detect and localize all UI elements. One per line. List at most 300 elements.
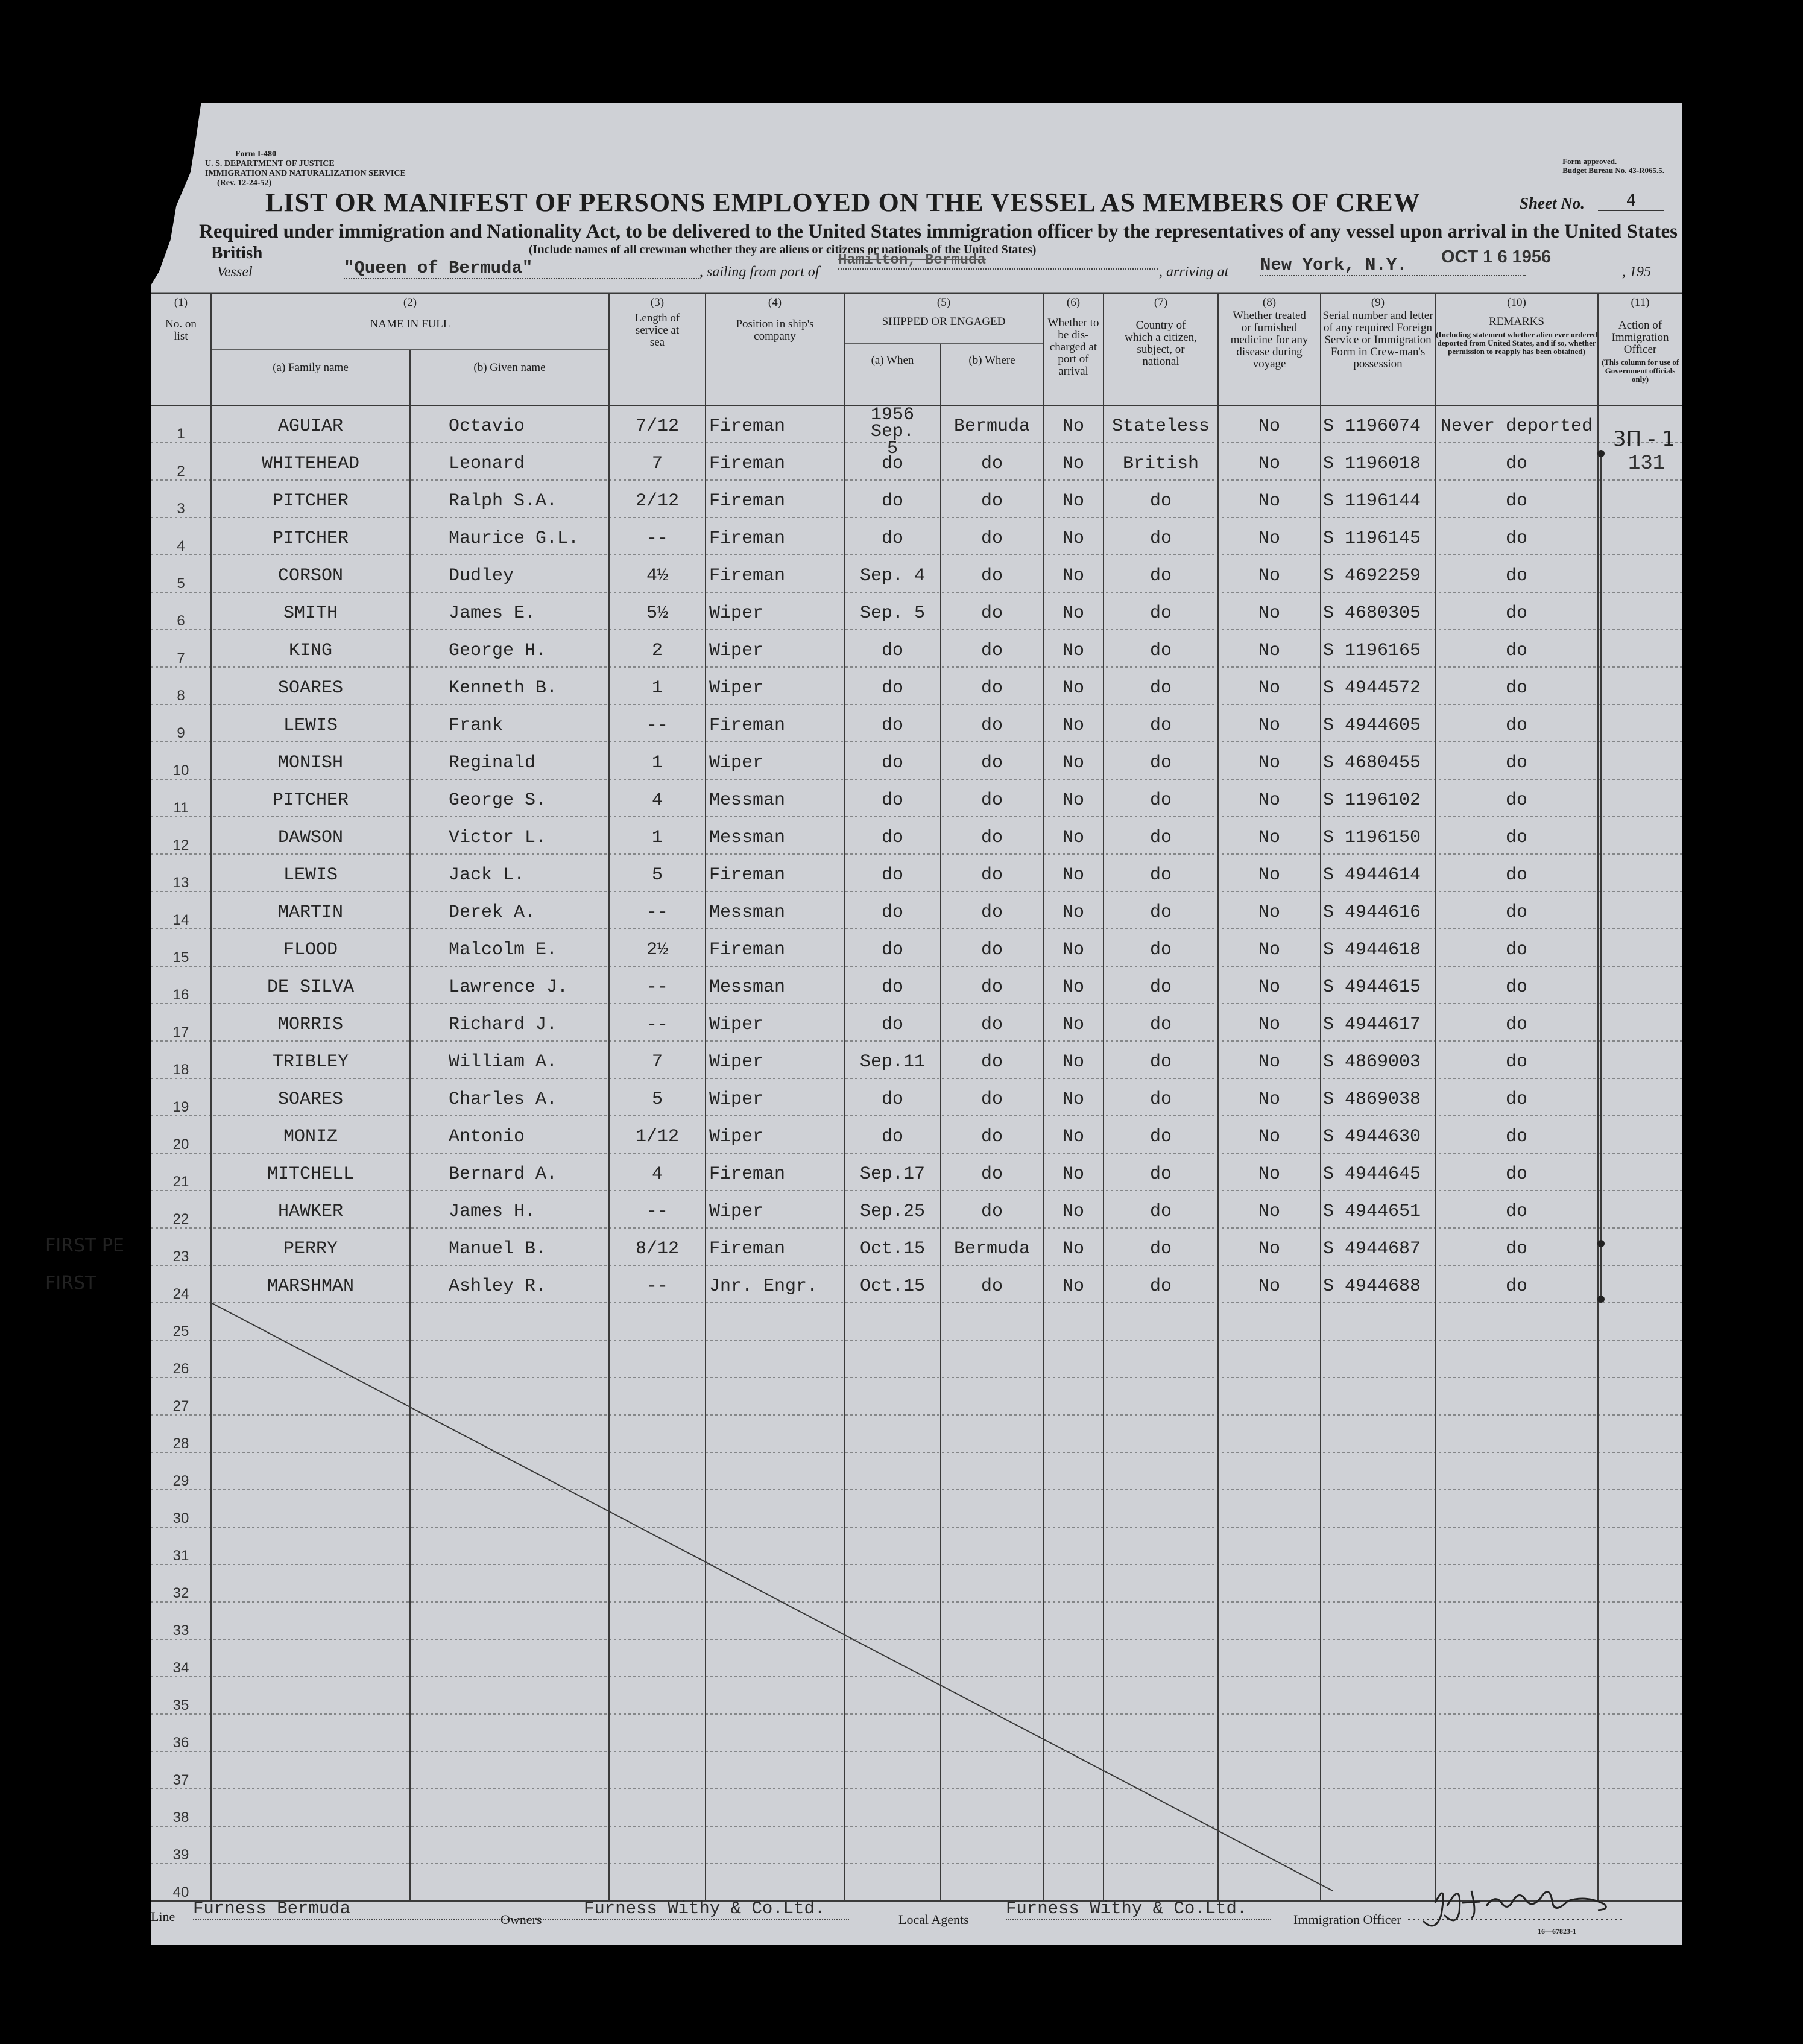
cell-service: 1 xyxy=(651,753,663,773)
cell-family: AGUIAR xyxy=(277,416,344,437)
cell-given: James E. xyxy=(449,603,536,624)
cell-discharged: No xyxy=(1062,827,1084,848)
row-number: 27 xyxy=(172,1398,189,1414)
cell-discharged: No xyxy=(1062,566,1084,586)
cell-medicine: No xyxy=(1258,865,1280,885)
cell-where: do xyxy=(980,715,1003,736)
cell-service: 7 xyxy=(651,454,663,474)
cell-serial: S 4944605 xyxy=(1323,715,1421,736)
cell-serial: S 4944688 xyxy=(1323,1276,1421,1297)
vessel-name: "Queen of Bermuda" xyxy=(344,258,699,279)
cell-family: KING xyxy=(288,641,332,661)
row-number: 21 xyxy=(172,1174,189,1190)
cell-where: do xyxy=(980,977,1003,998)
cell-where: do xyxy=(980,491,1003,511)
cell-where: do xyxy=(980,827,1003,848)
column-5b-header: (b) Where xyxy=(968,354,1015,367)
cell-serial: S 4944572 xyxy=(1323,678,1421,698)
cell-service: 4 xyxy=(651,790,663,811)
row-number: 38 xyxy=(172,1809,189,1826)
cell-remarks: do xyxy=(1505,1276,1527,1297)
cell-remarks: do xyxy=(1505,940,1527,960)
cell-position: Messman xyxy=(709,790,786,811)
cell-medicine: No xyxy=(1258,603,1280,624)
cell-medicine: No xyxy=(1258,827,1280,848)
arriving-label: , arriving at xyxy=(1159,264,1229,280)
cell-when: do xyxy=(881,1127,903,1147)
sailing-port: Hamilton, Bermuda xyxy=(838,252,1158,270)
cell-family: SOARES xyxy=(277,1089,344,1110)
cell-where: do xyxy=(980,753,1003,773)
column-2b-header: (b) Given name xyxy=(473,361,546,374)
cell-position: Fireman xyxy=(709,715,786,736)
cell-serial: S 4944617 xyxy=(1323,1014,1421,1035)
cell-given: Victor L. xyxy=(449,827,547,848)
row-number: 20 xyxy=(172,1136,189,1153)
cell-service: 2½ xyxy=(646,940,668,960)
form-approved: Form approved. Budget Bureau No. 43-R065.5. xyxy=(1562,157,1664,175)
cell-where: do xyxy=(980,1014,1003,1035)
cell-given: Leonard xyxy=(449,454,525,474)
cell-discharged: No xyxy=(1062,753,1084,773)
cell-when: Sep. 5 xyxy=(859,603,926,624)
cell-serial: S 4944630 xyxy=(1323,1127,1421,1147)
row-number: 17 xyxy=(172,1024,189,1040)
cell-family: PITCHER xyxy=(272,790,349,811)
cell-when: do xyxy=(881,790,903,811)
cell-where: do xyxy=(980,1164,1003,1185)
cell-position: Fireman xyxy=(709,1239,786,1259)
row-number: 1 xyxy=(177,426,185,442)
page-title: LIST OR MANIFEST OF PERSONS EMPLOYED ON THE VESSEL AS MEMBERS OF CREW xyxy=(265,188,1421,217)
cell-serial: S 4692259 xyxy=(1323,566,1421,586)
cell-position: Wiper xyxy=(709,678,764,698)
cell-remarks: do xyxy=(1505,865,1527,885)
row-number: 31 xyxy=(172,1548,189,1564)
cell-when: do xyxy=(881,454,903,474)
cell-discharged: No xyxy=(1062,1127,1084,1147)
row-number: 15 xyxy=(172,949,189,966)
row-number: 5 xyxy=(177,575,185,592)
row-number: 40 xyxy=(172,1884,189,1900)
cell-given: Antonio xyxy=(449,1127,525,1147)
action-first-mark: 3Π - 1 xyxy=(1613,427,1675,451)
row-number: 10 xyxy=(172,762,189,779)
row-number: 11 xyxy=(173,800,189,816)
cell-service: 5½ xyxy=(646,603,668,624)
cell-family: TRIBLEY xyxy=(272,1052,349,1072)
cell-country: Stateless xyxy=(1111,416,1210,437)
cell-discharged: No xyxy=(1062,1052,1084,1072)
column-5a-header: (a) When xyxy=(871,354,914,367)
cell-discharged: No xyxy=(1062,528,1084,549)
cell-medicine: No xyxy=(1258,1164,1280,1185)
cell-country: do xyxy=(1149,977,1172,998)
form-identification: Form I-480 U. S. DEPARTMENT OF JUSTICE IMMIGRATION AND NATURALIZATION SERVICE (Rev. 12-24-52) xyxy=(205,150,406,188)
cell-country: do xyxy=(1149,1014,1172,1035)
cell-country: do xyxy=(1149,1127,1172,1147)
cell-discharged: No xyxy=(1062,902,1084,923)
page-subtitle: Required under immigration and Nationality Act, to be delivered to the United States immigration officer by the representatives of any vessel upon arrival in the United States xyxy=(199,221,1678,242)
cell-discharged: No xyxy=(1062,1276,1084,1297)
cell-serial: S 1196145 xyxy=(1323,528,1421,549)
cell-when: 1956 Sep. 5 xyxy=(870,405,914,459)
cell-country: do xyxy=(1149,827,1172,848)
cell-country: do xyxy=(1149,715,1172,736)
cell-country: British xyxy=(1122,454,1199,474)
row-number: 25 xyxy=(172,1323,189,1340)
bracket-dot xyxy=(1597,450,1605,457)
cell-family: MONISH xyxy=(277,753,344,773)
row-number: 32 xyxy=(172,1585,189,1601)
cell-discharged: No xyxy=(1062,1164,1084,1185)
cell-where: do xyxy=(980,902,1003,923)
cell-country: do xyxy=(1149,790,1172,811)
vessel-nationality: British xyxy=(211,243,263,262)
cell-discharged: No xyxy=(1062,641,1084,661)
cell-family: MARSHMAN xyxy=(267,1276,355,1297)
bracket-dot xyxy=(1597,1240,1605,1247)
column-2a-header: (a) Family name xyxy=(273,361,349,374)
cell-country: do xyxy=(1149,865,1172,885)
row-number: 12 xyxy=(172,837,189,853)
cell-medicine: No xyxy=(1258,566,1280,586)
cell-country: do xyxy=(1149,491,1172,511)
cell-remarks: do xyxy=(1505,1239,1527,1259)
cell-when: do xyxy=(881,1014,903,1035)
cell-discharged: No xyxy=(1062,977,1084,998)
cell-where: do xyxy=(980,603,1003,624)
cell-medicine: No xyxy=(1258,977,1280,998)
cell-medicine: No xyxy=(1258,641,1280,661)
row-number: 30 xyxy=(172,1510,189,1527)
cell-given: James H. xyxy=(449,1201,536,1222)
cell-medicine: No xyxy=(1258,940,1280,960)
cell-position: Fireman xyxy=(709,528,786,549)
cell-country: do xyxy=(1149,1201,1172,1222)
cell-given: Frank xyxy=(449,715,504,736)
cell-medicine: No xyxy=(1258,454,1280,474)
cell-family: CORSON xyxy=(277,566,344,586)
cell-when: do xyxy=(881,715,903,736)
line-value: Furness Bermuda xyxy=(193,1899,597,1920)
cell-where: do xyxy=(980,528,1003,549)
cell-where: do xyxy=(980,940,1003,960)
cell-family: PERRY xyxy=(283,1239,338,1259)
cell-remarks: do xyxy=(1505,977,1527,998)
cell-remarks: do xyxy=(1505,1014,1527,1035)
cell-discharged: No xyxy=(1062,603,1084,624)
row-number: 23 xyxy=(172,1248,189,1265)
cell-when: do xyxy=(881,528,903,549)
unused-rows-strike xyxy=(211,1303,1333,1891)
cell-given: Dudley xyxy=(449,566,514,586)
cell-family: FLOOD xyxy=(283,940,338,960)
row-number: 22 xyxy=(172,1211,189,1227)
cell-country: do xyxy=(1149,603,1172,624)
cell-country: do xyxy=(1149,1089,1172,1110)
cell-service: 5 xyxy=(651,865,663,885)
cell-remarks: do xyxy=(1505,641,1527,661)
cell-remarks: do xyxy=(1505,454,1527,474)
cell-medicine: No xyxy=(1258,1127,1280,1147)
cell-medicine: No xyxy=(1258,1014,1280,1035)
cell-remarks: do xyxy=(1505,566,1527,586)
cell-discharged: No xyxy=(1062,454,1084,474)
row-number: 33 xyxy=(172,1622,189,1639)
cell-discharged: No xyxy=(1062,1089,1084,1110)
cell-position: Wiper xyxy=(709,1201,764,1222)
cell-when: do xyxy=(881,678,903,698)
cell-remarks: do xyxy=(1505,1201,1527,1222)
cell-remarks: do xyxy=(1505,902,1527,923)
cell-medicine: No xyxy=(1258,1052,1280,1072)
cell-service: -- xyxy=(646,977,668,998)
cell-given: Lawrence J. xyxy=(449,977,569,998)
column-4-header: (4) Position in ship's company xyxy=(736,296,814,343)
cell-service: 1 xyxy=(651,827,663,848)
cell-position: Wiper xyxy=(709,1127,764,1147)
cell-position: Fireman xyxy=(709,865,786,885)
owners-label: Owners xyxy=(500,1912,542,1927)
cell-position: Fireman xyxy=(709,491,786,511)
cell-serial: S 4944615 xyxy=(1323,977,1421,998)
cell-family: MONIZ xyxy=(283,1127,338,1147)
cell-country: do xyxy=(1149,678,1172,698)
column-10-header: (10) REMARKS (Including statement whether alien ever ordered deported from United States, and if so, whether permission to reapply has been obtained) xyxy=(1436,296,1597,356)
cell-remarks: do xyxy=(1505,715,1527,736)
arrival-port: New York, N.Y. xyxy=(1260,255,1526,276)
cell-family: MARTIN xyxy=(277,902,344,923)
cell-serial: S 4944645 xyxy=(1323,1164,1421,1185)
cell-family: PITCHER xyxy=(272,491,349,511)
cell-medicine: No xyxy=(1258,528,1280,549)
cell-medicine: No xyxy=(1258,1201,1280,1222)
cell-serial: S 1196165 xyxy=(1323,641,1421,661)
cell-remarks: do xyxy=(1505,827,1527,848)
cell-position: Wiper xyxy=(709,1052,764,1072)
cell-discharged: No xyxy=(1062,1014,1084,1035)
cell-medicine: No xyxy=(1258,1239,1280,1259)
cell-where: do xyxy=(980,790,1003,811)
cell-remarks: do xyxy=(1505,1052,1527,1072)
cell-given: Malcolm E. xyxy=(449,940,558,960)
cell-country: do xyxy=(1149,1164,1172,1185)
cell-family: SOARES xyxy=(277,678,344,698)
cell-where: Bermuda xyxy=(953,1239,1031,1259)
cell-discharged: No xyxy=(1062,1239,1084,1259)
cell-serial: S 4869038 xyxy=(1323,1089,1421,1110)
cell-when: do xyxy=(881,902,903,923)
cell-discharged: No xyxy=(1062,1201,1084,1222)
sailing-label: , sailing from port of xyxy=(699,264,819,280)
row-number: 19 xyxy=(172,1099,189,1115)
cell-given: Richard J. xyxy=(449,1014,558,1035)
cell-discharged: No xyxy=(1062,865,1084,885)
cell-remarks: do xyxy=(1505,1089,1527,1110)
cell-remarks: Never deported xyxy=(1440,416,1593,437)
column-2-header: (2) NAME IN FULL xyxy=(370,296,450,331)
row-number: 28 xyxy=(172,1435,189,1452)
cell-remarks: do xyxy=(1505,528,1527,549)
cell-where: do xyxy=(980,1089,1003,1110)
cell-medicine: No xyxy=(1258,753,1280,773)
cell-service: 4½ xyxy=(646,566,668,586)
cell-remarks: do xyxy=(1505,603,1527,624)
cell-given: Reginald xyxy=(449,753,536,773)
cell-position: Messman xyxy=(709,977,786,998)
cell-position: Wiper xyxy=(709,1089,764,1110)
row-number: 7 xyxy=(177,650,185,666)
cell-position: Messman xyxy=(709,827,786,848)
cell-remarks: do xyxy=(1505,1164,1527,1185)
column-7-header: (7) Country of which a citizen, subject, or national xyxy=(1125,296,1197,368)
cell-when: do xyxy=(881,977,903,998)
cell-discharged: No xyxy=(1062,940,1084,960)
cell-serial: S 1196150 xyxy=(1323,827,1421,848)
cell-when: do xyxy=(881,1089,903,1110)
column-11-header: (11) Action of Immigration Officer (This column for use of Government officials only) xyxy=(1601,296,1679,384)
cell-position: Wiper xyxy=(709,641,764,661)
cell-family: DAWSON xyxy=(277,827,344,848)
bracket-dot xyxy=(1597,1296,1605,1303)
cell-country: do xyxy=(1149,566,1172,586)
cell-position: Fireman xyxy=(709,940,786,960)
cell-service: -- xyxy=(646,1276,668,1297)
column-3-header: (3) Length of service at sea xyxy=(634,296,680,349)
cell-family: LEWIS xyxy=(283,865,338,885)
cell-country: do xyxy=(1149,753,1172,773)
cell-given: Jack L. xyxy=(449,865,525,885)
cell-service: 7 xyxy=(651,1052,663,1072)
cell-medicine: No xyxy=(1258,491,1280,511)
row-number: 26 xyxy=(172,1361,189,1377)
cell-remarks: do xyxy=(1505,1127,1527,1147)
cell-when: do xyxy=(881,491,903,511)
cell-position: Jnr. Engr. xyxy=(709,1276,818,1297)
agents-label: Local Agents xyxy=(898,1912,969,1927)
row-number: 24 xyxy=(172,1286,189,1302)
row-number: 37 xyxy=(172,1772,189,1788)
cell-position: Fireman xyxy=(709,566,786,586)
cell-serial: S 4944614 xyxy=(1323,865,1421,885)
manifest-sheet xyxy=(45,103,1682,1945)
line-label: Line xyxy=(151,1909,175,1924)
cell-where: do xyxy=(980,1276,1003,1297)
cell-when: Sep.25 xyxy=(859,1201,926,1222)
agents-value: Furness Withy & Co.Ltd. xyxy=(1006,1899,1271,1920)
row-number: 35 xyxy=(172,1697,189,1713)
cell-serial: S 1196102 xyxy=(1323,790,1421,811)
cell-service: -- xyxy=(646,1201,668,1222)
cell-when: Sep. 4 xyxy=(859,566,926,586)
cell-service: -- xyxy=(646,1014,668,1035)
cell-given: Charles A. xyxy=(449,1089,558,1110)
cell-serial: S 4680455 xyxy=(1323,753,1421,773)
cell-given: Octavio xyxy=(449,416,525,437)
cell-medicine: No xyxy=(1258,790,1280,811)
cell-discharged: No xyxy=(1062,790,1084,811)
cell-country: do xyxy=(1149,1239,1172,1259)
cell-serial: S 4944651 xyxy=(1323,1201,1421,1222)
cell-discharged: No xyxy=(1062,491,1084,511)
column-1-header: (1) No. on list xyxy=(165,296,197,343)
include-note: (Include names of all crewman whether they are aliens or citizens or nationals of the United States) xyxy=(529,243,1037,256)
row-number: 29 xyxy=(172,1473,189,1489)
cell-service: 2 xyxy=(651,641,663,661)
row-number: 2 xyxy=(177,463,185,479)
cell-where: do xyxy=(980,1052,1003,1072)
cell-service: 7/12 xyxy=(635,416,679,437)
cell-given: Ashley R. xyxy=(449,1276,547,1297)
action-count: 131 xyxy=(1628,452,1666,475)
cell-given: William A. xyxy=(449,1052,558,1072)
cell-service: 2/12 xyxy=(635,491,679,511)
cell-given: Bernard A. xyxy=(449,1164,558,1185)
cell-position: Wiper xyxy=(709,753,764,773)
cell-country: do xyxy=(1149,940,1172,960)
row-number: 4 xyxy=(177,538,185,554)
row-number: 6 xyxy=(177,613,185,629)
cell-where: do xyxy=(980,641,1003,661)
cell-service: -- xyxy=(646,528,668,549)
cell-service: 8/12 xyxy=(635,1239,679,1259)
cell-where: do xyxy=(980,1201,1003,1222)
cell-given: George S. xyxy=(449,790,547,811)
cell-country: do xyxy=(1149,528,1172,549)
cell-country: do xyxy=(1149,902,1172,923)
cell-family: PITCHER xyxy=(272,528,349,549)
year-suffix: , 195 xyxy=(1622,264,1651,280)
cell-service: -- xyxy=(646,715,668,736)
cell-medicine: No xyxy=(1258,678,1280,698)
row-number: 13 xyxy=(172,875,189,891)
cell-where: do xyxy=(980,454,1003,474)
cell-family: DE SILVA xyxy=(267,977,355,998)
cell-service: 4 xyxy=(651,1164,663,1185)
cell-service: 1/12 xyxy=(635,1127,679,1147)
cell-when: Oct.15 xyxy=(859,1276,926,1297)
cell-service: 5 xyxy=(651,1089,663,1110)
row-number: 9 xyxy=(177,725,185,741)
row-number: 18 xyxy=(172,1062,189,1078)
cell-family: MORRIS xyxy=(277,1014,344,1035)
cell-discharged: No xyxy=(1062,416,1084,437)
cell-remarks: do xyxy=(1505,678,1527,698)
cell-medicine: No xyxy=(1258,1276,1280,1297)
row-number: 3 xyxy=(177,501,185,517)
cell-serial: S 4680305 xyxy=(1323,603,1421,624)
cell-country: do xyxy=(1149,1052,1172,1072)
cell-medicine: No xyxy=(1258,902,1280,923)
cell-country: do xyxy=(1149,1276,1172,1297)
sheet-number: 4 xyxy=(1598,192,1664,211)
cell-where: do xyxy=(980,865,1003,885)
cell-when: do xyxy=(881,865,903,885)
cell-when: do xyxy=(881,940,903,960)
cell-where: do xyxy=(980,566,1003,586)
cell-family: HAWKER xyxy=(277,1201,344,1222)
cell-when: Sep.17 xyxy=(859,1164,926,1185)
cell-where: do xyxy=(980,1127,1003,1147)
cell-remarks: do xyxy=(1505,753,1527,773)
cell-serial: S 4869003 xyxy=(1323,1052,1421,1072)
cell-position: Wiper xyxy=(709,1014,764,1035)
officer-label: Immigration Officer xyxy=(1293,1912,1401,1927)
sheet-number-label: Sheet No. xyxy=(1520,194,1585,212)
cell-medicine: No xyxy=(1258,715,1280,736)
cell-service: -- xyxy=(646,902,668,923)
